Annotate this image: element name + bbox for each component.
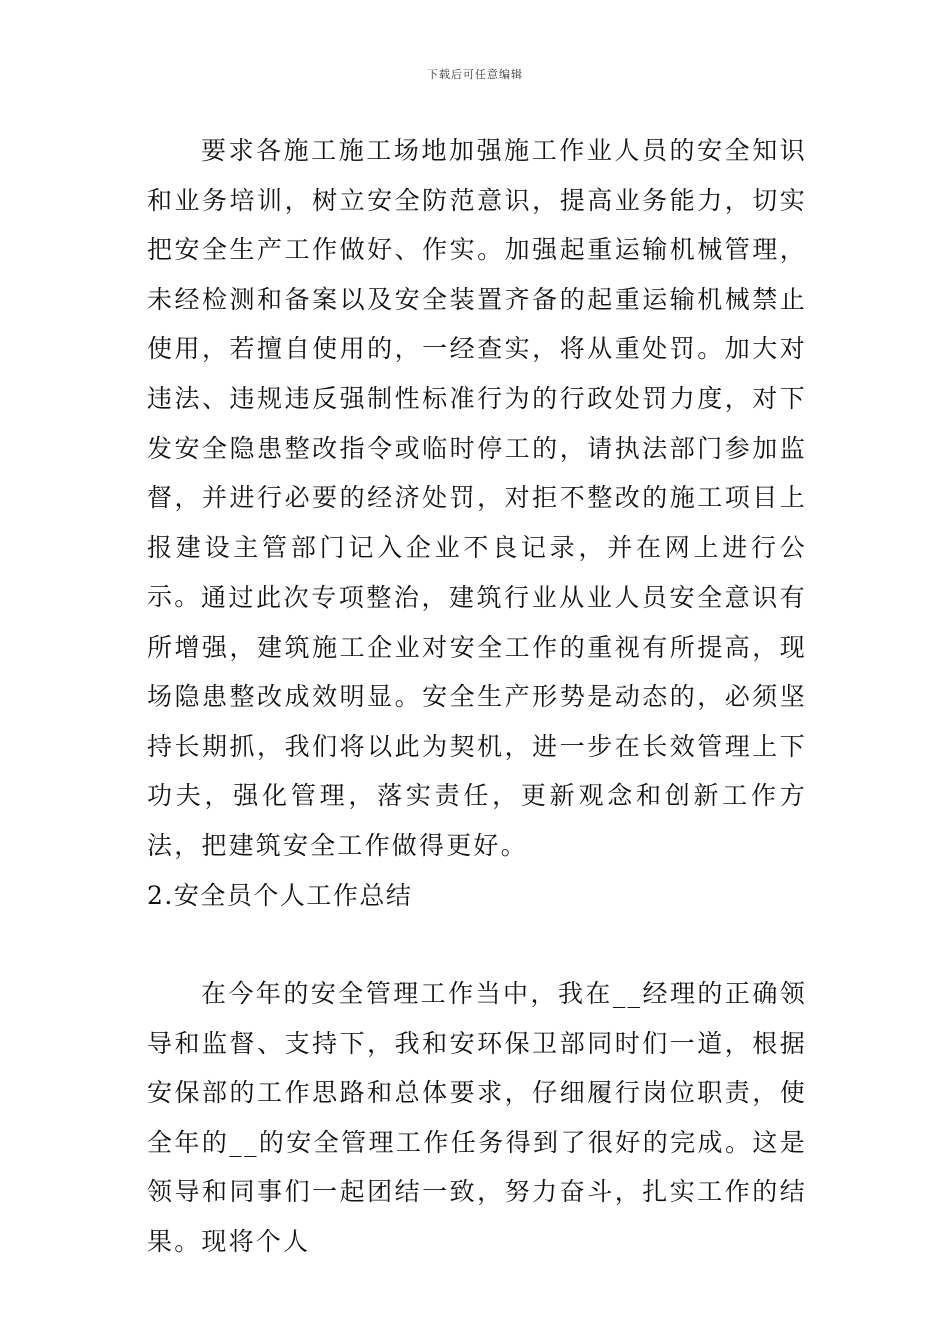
paragraph-personal-summary: 在今年的安全管理工作当中，我在__经理的正确领导和监督、支持下，我和安环保卫部同时们一道，根据安保部的工作思路和总体要求，仔细履行岗位职责，使全年的__的安全管理工作任务得到了很好的完成。这是领导和同事们一起团结一致，努力奋斗，扎实工作的结果。现将个人 bbox=[147, 979, 807, 1256]
paragraph-conclusion: 通过此次专项整治，建筑行业从业人员安全意识有所增强，建筑施工企业对安全工作的重视有所提高，现场隐患整改成效明显。安全生产形势是动态的，必须坚持长期抓，我们将以此为契机，进一步在长效管理上下功夫，强化管理，落实责任，更新观念和创新工作方法，把建筑安全工作做得更好。 bbox=[147, 583, 807, 860]
paragraph-enforcement: 要求各施工施工场地加强施工作业人员的安全知识和业务培训，树立安全防范意识，提高业务能力，切实把安全生产工作做好、作实。加强起重运输机械管理，未经检测和备案以及安全装置齐备的起重运输机械禁止使用，若擅自使用的，一经查实，将从重处罚。加大对违法、违规违反强制性标准行为的行政处罚力度，对下发安全隐患整改指令或临时停工的，请执法部门参加监督，并进行必要的经济处罚，对拒不整改的施工项目上报建设主管部门记入企业不良记录，并在网上进行公示。 bbox=[147, 136, 807, 612]
page-header: 下载后可任意编辑 bbox=[427, 68, 523, 81]
section-heading: 2.安全员个人工作总结 bbox=[147, 881, 413, 910]
